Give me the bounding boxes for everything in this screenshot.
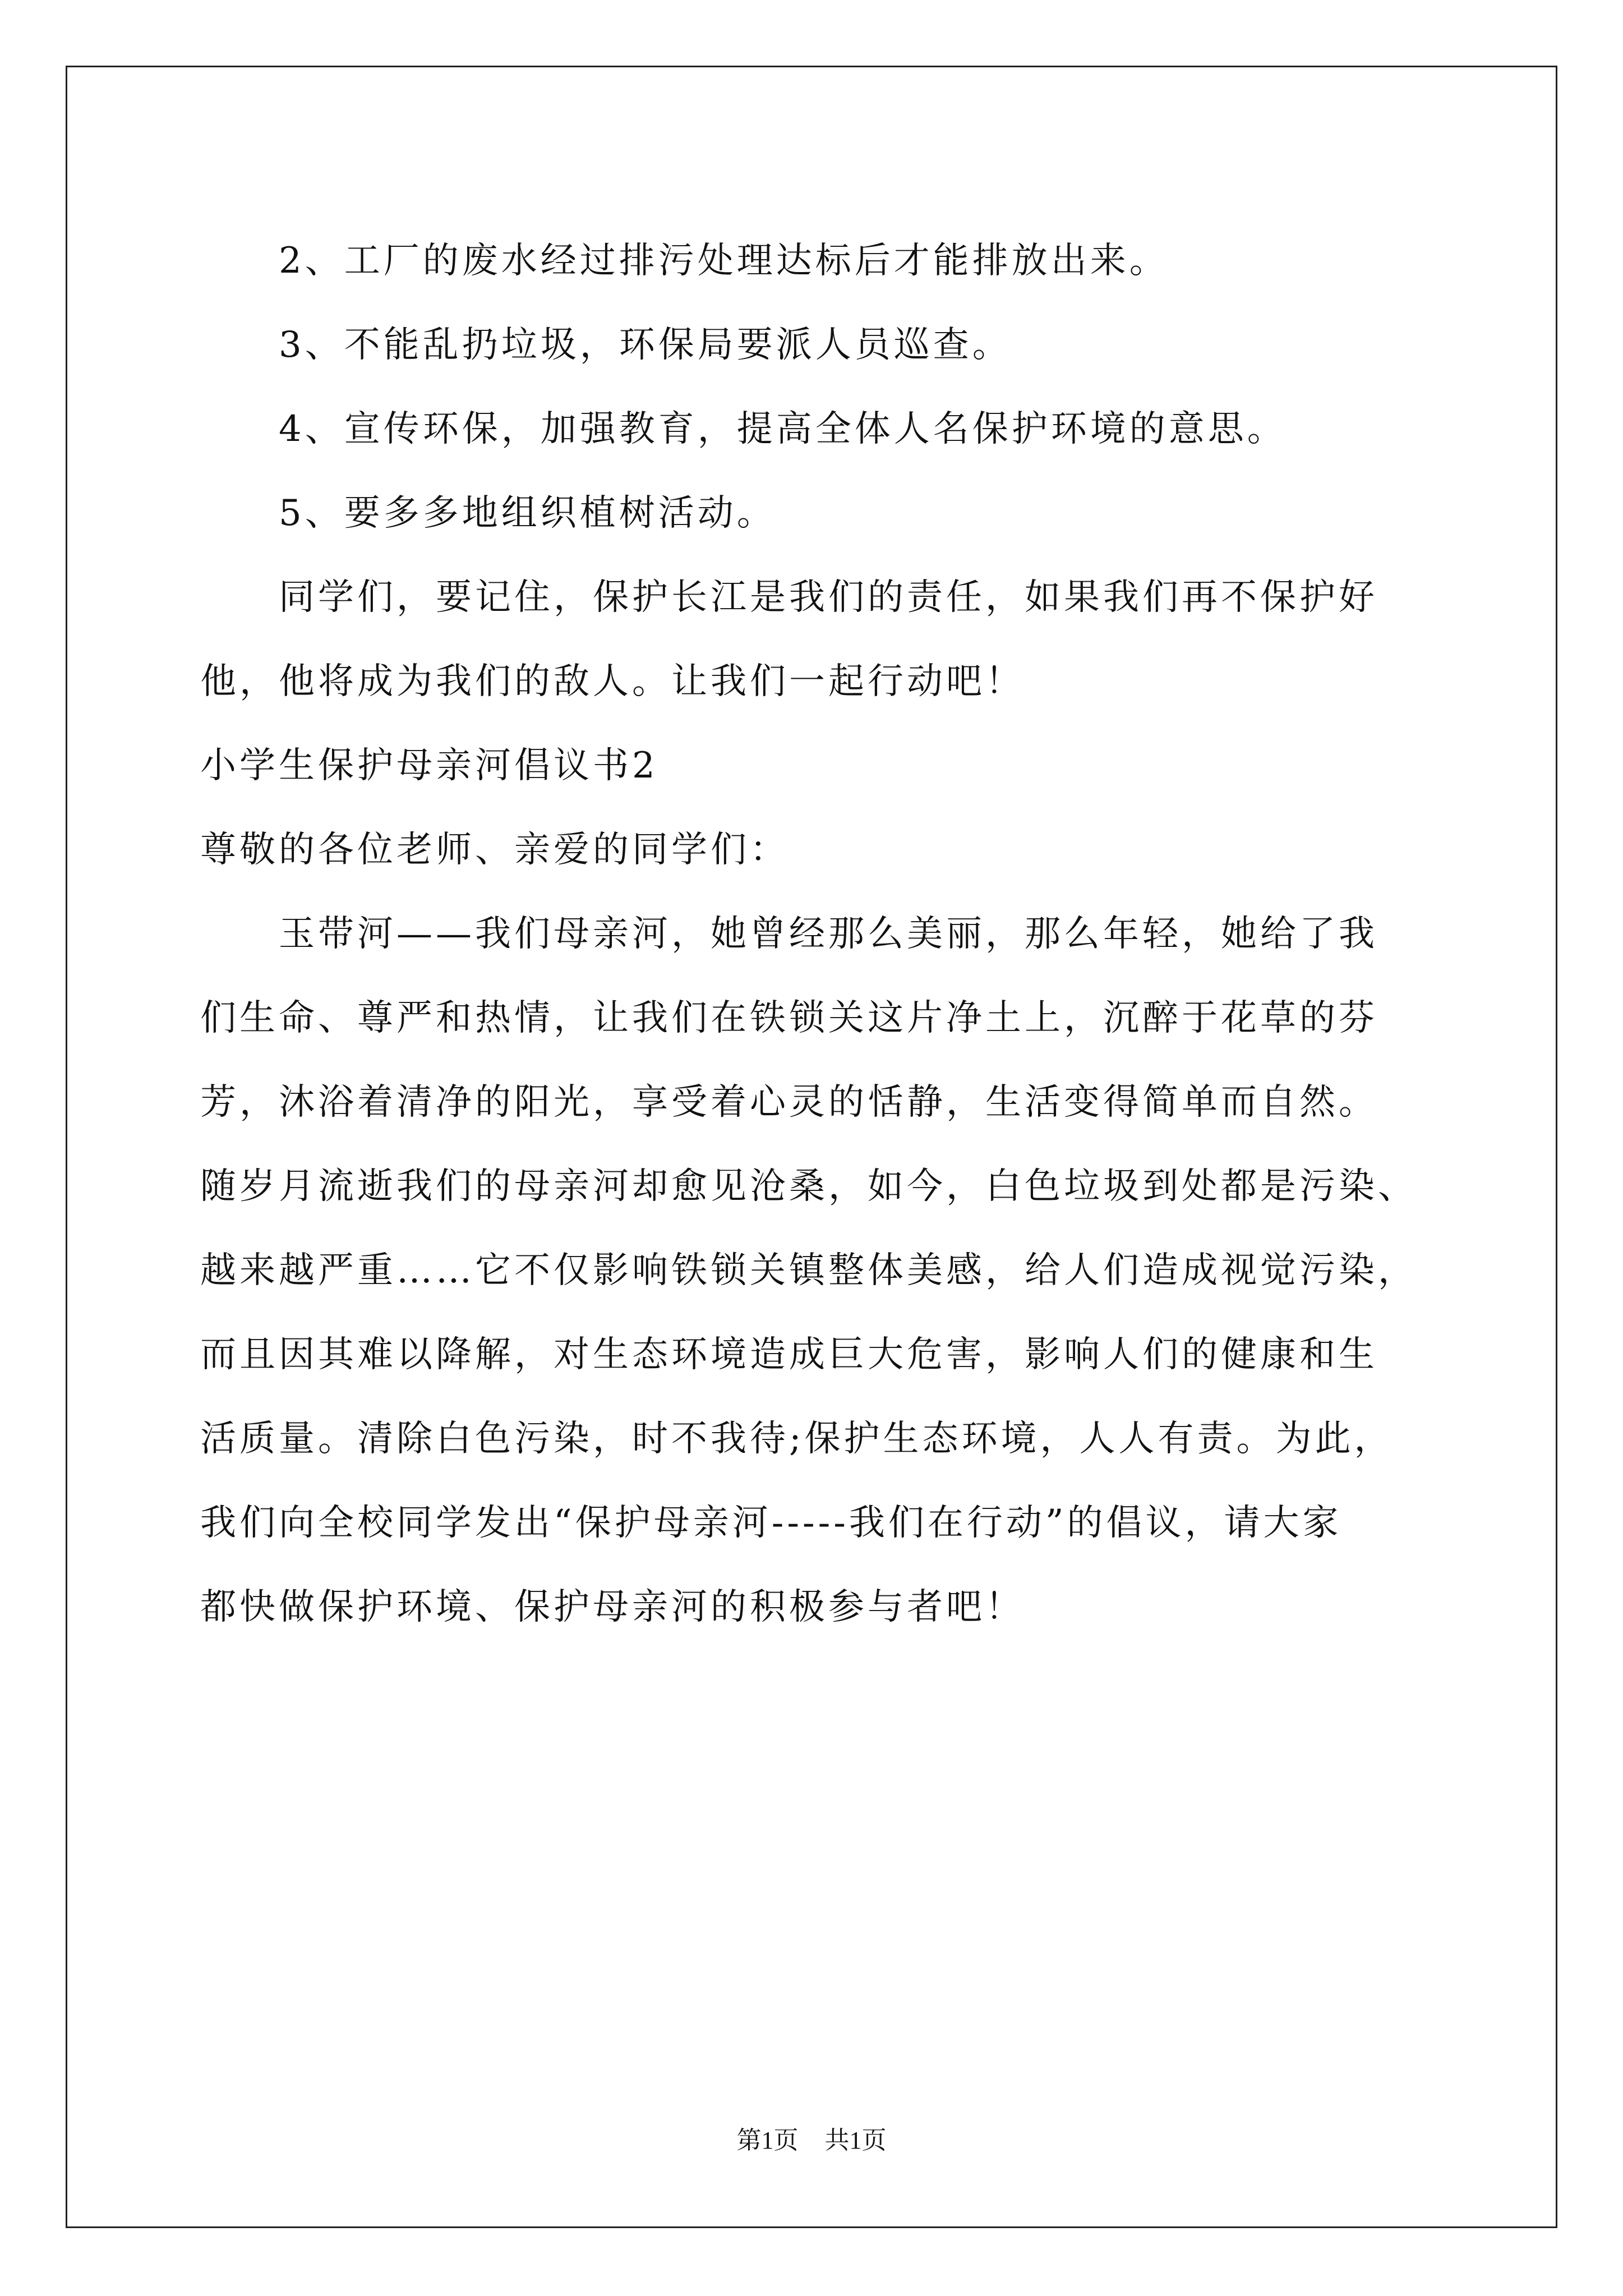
paragraph-line: 同学们，要记住，保护长江是我们的责任，如果我们再不保护好 (279, 577, 1378, 618)
page-number: 第1页 (736, 2127, 799, 2154)
paragraph-line: 芳，沐浴着清净的阳光，享受着心灵的恬静，生活变得简单而自然。 (200, 1082, 1378, 1123)
list-item-2: 2、工厂的废水经过排污处理达标后才能排放出来。 (279, 240, 1169, 282)
paragraph-line: 活质量。清除白色污染，时不我待;保护生态环境，人人有责。为此， (200, 1418, 1394, 1460)
paragraph-line: 随岁月流逝我们的母亲河却愈见沧桑，如今，白色垃圾到处都是污染、 (200, 1166, 1417, 1207)
list-item-3: 3、不能乱扔垃圾，环保局要派人员巡查。 (279, 324, 1012, 366)
paragraph-line: 都快做保护环境、保护母亲河的积极参与者吧！ (200, 1586, 1025, 1628)
list-item-4: 4、宣传环保，加强教育，提高全体人名保护环境的意思。 (279, 408, 1287, 450)
paragraph-line: 而且因其难以降解，对生态环境造成巨大危害，影响人们的健康和生 (200, 1334, 1378, 1375)
paragraph-line: 越来越严重……它不仅影响铁锁关镇整体美感，给人们造成视觉污染， (200, 1250, 1417, 1291)
page-footer (0, 2124, 1623, 2157)
paragraph-line: 他，他将成为我们的敌人。让我们一起行动吧！ (200, 661, 1025, 702)
paragraph-line: 我们向全校同学发出“保护母亲河-----我们在行动”的倡议，请大家 (200, 1502, 1342, 1544)
paragraph-line: 玉带河——我们母亲河，她曾经那么美丽，那么年轻，她给了我 (279, 913, 1378, 955)
paragraph-line: 们生命、尊严和热情，让我们在铁锁关这片净土上，沉醉于花草的芬 (200, 997, 1378, 1039)
section-title: 小学生保护母亲河倡议书2 (200, 745, 658, 786)
page-total: 共1页 (824, 2127, 887, 2154)
salutation: 尊敬的各位老师、亲爱的同学们： (200, 829, 789, 871)
list-item-5: 5、要多多地组织植树活动。 (279, 493, 776, 534)
document-body (200, 219, 1434, 1649)
